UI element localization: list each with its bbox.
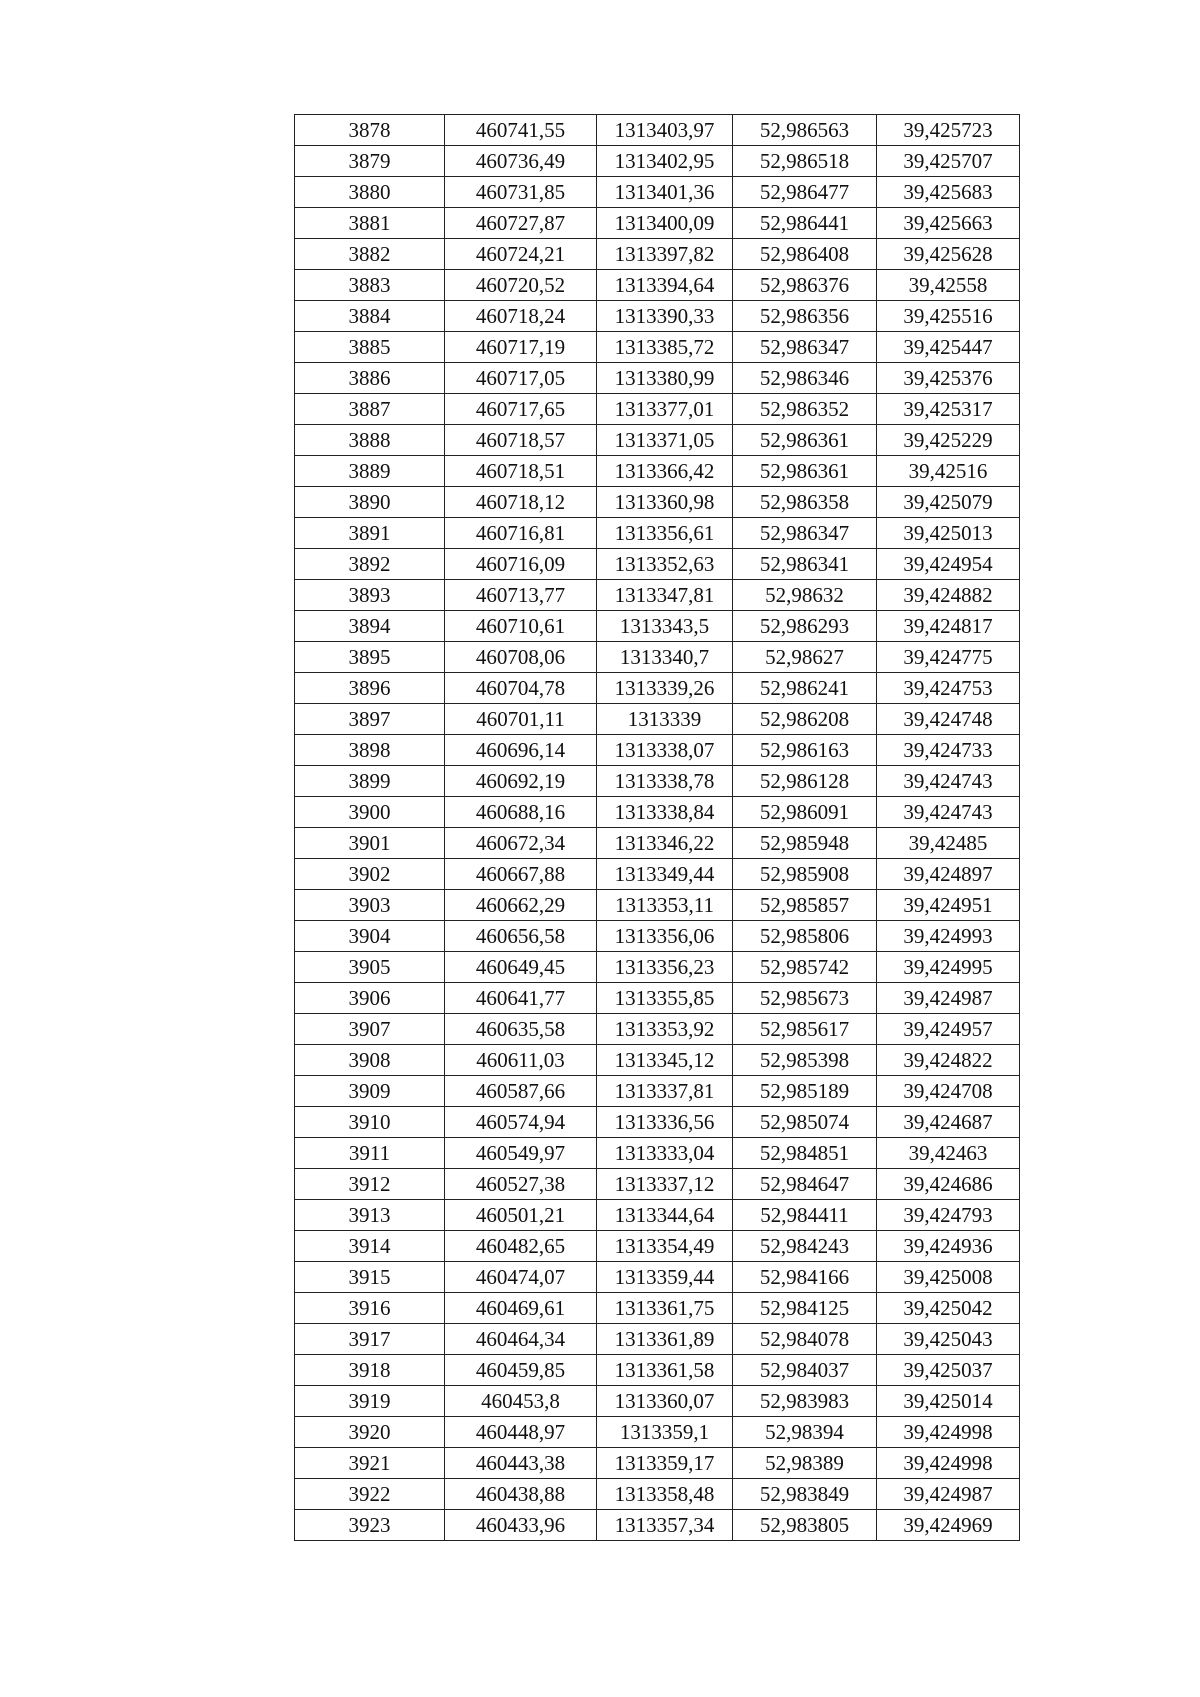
latitude-cell: 52,984411 (733, 1200, 877, 1231)
x-coordinate-cell: 460717,05 (445, 363, 597, 394)
latitude-cell: 52,985617 (733, 1014, 877, 1045)
point-number-cell: 3923 (295, 1510, 445, 1541)
longitude-cell: 39,424998 (877, 1417, 1020, 1448)
longitude-cell: 39,425628 (877, 239, 1020, 270)
latitude-cell: 52,986361 (733, 456, 877, 487)
latitude-cell: 52,985189 (733, 1076, 877, 1107)
y-coordinate-cell: 1313337,81 (597, 1076, 733, 1107)
longitude-cell: 39,424998 (877, 1448, 1020, 1479)
point-number-cell: 3887 (295, 394, 445, 425)
table-row (295, 735, 1020, 766)
point-number-cell: 3910 (295, 1107, 445, 1138)
table-row (295, 766, 1020, 797)
latitude-cell: 52,983983 (733, 1386, 877, 1417)
latitude-cell: 52,985948 (733, 828, 877, 859)
y-coordinate-cell: 1313338,07 (597, 735, 733, 766)
point-number-cell: 3882 (295, 239, 445, 270)
y-coordinate-cell: 1313401,36 (597, 177, 733, 208)
table-row (295, 828, 1020, 859)
y-coordinate-cell: 1313356,61 (597, 518, 733, 549)
x-coordinate-cell: 460718,12 (445, 487, 597, 518)
point-number-cell: 3905 (295, 952, 445, 983)
x-coordinate-cell: 460448,97 (445, 1417, 597, 1448)
point-number-cell: 3898 (295, 735, 445, 766)
longitude-cell: 39,425013 (877, 518, 1020, 549)
x-coordinate-cell: 460667,88 (445, 859, 597, 890)
latitude-cell: 52,983849 (733, 1479, 877, 1510)
table-row (295, 1324, 1020, 1355)
longitude-cell: 39,425042 (877, 1293, 1020, 1324)
longitude-cell: 39,424748 (877, 704, 1020, 735)
table-row (295, 1262, 1020, 1293)
longitude-cell: 39,42463 (877, 1138, 1020, 1169)
longitude-cell: 39,424822 (877, 1045, 1020, 1076)
y-coordinate-cell: 1313352,63 (597, 549, 733, 580)
point-number-cell: 3897 (295, 704, 445, 735)
y-coordinate-cell: 1313349,44 (597, 859, 733, 890)
point-number-cell: 3921 (295, 1448, 445, 1479)
longitude-cell: 39,425008 (877, 1262, 1020, 1293)
x-coordinate-cell: 460482,65 (445, 1231, 597, 1262)
table-row (295, 642, 1020, 673)
y-coordinate-cell: 1313339,26 (597, 673, 733, 704)
table-row (295, 952, 1020, 983)
y-coordinate-cell: 1313380,99 (597, 363, 733, 394)
longitude-cell: 39,424969 (877, 1510, 1020, 1541)
x-coordinate-cell: 460710,61 (445, 611, 597, 642)
table-row (295, 1355, 1020, 1386)
table-row (295, 363, 1020, 394)
point-number-cell: 3912 (295, 1169, 445, 1200)
table-row (295, 208, 1020, 239)
longitude-cell: 39,424687 (877, 1107, 1020, 1138)
latitude-cell: 52,986563 (733, 115, 877, 146)
x-coordinate-cell: 460649,45 (445, 952, 597, 983)
latitude-cell: 52,986408 (733, 239, 877, 270)
table-row (295, 1510, 1020, 1541)
table-row (295, 1448, 1020, 1479)
latitude-cell: 52,985398 (733, 1045, 877, 1076)
longitude-cell: 39,424987 (877, 983, 1020, 1014)
x-coordinate-cell: 460696,14 (445, 735, 597, 766)
latitude-cell: 52,983805 (733, 1510, 877, 1541)
latitude-cell: 52,985857 (733, 890, 877, 921)
table-row (295, 270, 1020, 301)
x-coordinate-cell: 460662,29 (445, 890, 597, 921)
x-coordinate-cell: 460704,78 (445, 673, 597, 704)
point-number-cell: 3913 (295, 1200, 445, 1231)
latitude-cell: 52,986356 (733, 301, 877, 332)
point-number-cell: 3917 (295, 1324, 445, 1355)
longitude-cell: 39,425317 (877, 394, 1020, 425)
latitude-cell: 52,986163 (733, 735, 877, 766)
x-coordinate-cell: 460718,24 (445, 301, 597, 332)
x-coordinate-cell: 460713,77 (445, 580, 597, 611)
point-number-cell: 3878 (295, 115, 445, 146)
x-coordinate-cell: 460727,87 (445, 208, 597, 239)
latitude-cell: 52,986352 (733, 394, 877, 425)
longitude-cell: 39,425683 (877, 177, 1020, 208)
point-number-cell: 3920 (295, 1417, 445, 1448)
latitude-cell: 52,986518 (733, 146, 877, 177)
y-coordinate-cell: 1313361,58 (597, 1355, 733, 1386)
table-row (295, 487, 1020, 518)
latitude-cell: 52,985742 (733, 952, 877, 983)
longitude-cell: 39,425376 (877, 363, 1020, 394)
point-number-cell: 3884 (295, 301, 445, 332)
latitude-cell: 52,986128 (733, 766, 877, 797)
table-row (295, 1479, 1020, 1510)
table-row (295, 301, 1020, 332)
table-row (295, 177, 1020, 208)
y-coordinate-cell: 1313337,12 (597, 1169, 733, 1200)
y-coordinate-cell: 1313360,07 (597, 1386, 733, 1417)
table-row (295, 518, 1020, 549)
y-coordinate-cell: 1313359,1 (597, 1417, 733, 1448)
y-coordinate-cell: 1313385,72 (597, 332, 733, 363)
y-coordinate-cell: 1313354,49 (597, 1231, 733, 1262)
longitude-cell: 39,424936 (877, 1231, 1020, 1262)
latitude-cell: 52,986477 (733, 177, 877, 208)
point-number-cell: 3885 (295, 332, 445, 363)
latitude-cell: 52,986358 (733, 487, 877, 518)
x-coordinate-cell: 460741,55 (445, 115, 597, 146)
x-coordinate-cell: 460736,49 (445, 146, 597, 177)
y-coordinate-cell: 1313355,85 (597, 983, 733, 1014)
y-coordinate-cell: 1313371,05 (597, 425, 733, 456)
point-number-cell: 3896 (295, 673, 445, 704)
point-number-cell: 3908 (295, 1045, 445, 1076)
x-coordinate-cell: 460718,51 (445, 456, 597, 487)
x-coordinate-cell: 460469,61 (445, 1293, 597, 1324)
point-number-cell: 3892 (295, 549, 445, 580)
latitude-cell: 52,985074 (733, 1107, 877, 1138)
x-coordinate-cell: 460688,16 (445, 797, 597, 828)
longitude-cell: 39,424987 (877, 1479, 1020, 1510)
y-coordinate-cell: 1313333,04 (597, 1138, 733, 1169)
y-coordinate-cell: 1313394,64 (597, 270, 733, 301)
table-row (295, 1169, 1020, 1200)
longitude-cell: 39,424882 (877, 580, 1020, 611)
longitude-cell: 39,425447 (877, 332, 1020, 363)
latitude-cell: 52,984078 (733, 1324, 877, 1355)
point-number-cell: 3909 (295, 1076, 445, 1107)
point-number-cell: 3891 (295, 518, 445, 549)
point-number-cell: 3906 (295, 983, 445, 1014)
longitude-cell: 39,42516 (877, 456, 1020, 487)
table-row (295, 673, 1020, 704)
x-coordinate-cell: 460527,38 (445, 1169, 597, 1200)
longitude-cell: 39,424951 (877, 890, 1020, 921)
y-coordinate-cell: 1313361,75 (597, 1293, 733, 1324)
longitude-cell: 39,424743 (877, 766, 1020, 797)
table-row (295, 1014, 1020, 1045)
latitude-cell: 52,984243 (733, 1231, 877, 1262)
x-coordinate-cell: 460731,85 (445, 177, 597, 208)
point-number-cell: 3883 (295, 270, 445, 301)
x-coordinate-cell: 460692,19 (445, 766, 597, 797)
y-coordinate-cell: 1313353,11 (597, 890, 733, 921)
longitude-cell: 39,425079 (877, 487, 1020, 518)
point-number-cell: 3886 (295, 363, 445, 394)
table-row (295, 1045, 1020, 1076)
longitude-cell: 39,425516 (877, 301, 1020, 332)
latitude-cell: 52,985908 (733, 859, 877, 890)
table-row (295, 1293, 1020, 1324)
x-coordinate-cell: 460720,52 (445, 270, 597, 301)
table-row (295, 1231, 1020, 1262)
point-number-cell: 3899 (295, 766, 445, 797)
point-number-cell: 3916 (295, 1293, 445, 1324)
y-coordinate-cell: 1313357,34 (597, 1510, 733, 1541)
longitude-cell: 39,42558 (877, 270, 1020, 301)
table-row (295, 859, 1020, 890)
y-coordinate-cell: 1313345,12 (597, 1045, 733, 1076)
table-row (295, 549, 1020, 580)
x-coordinate-cell: 460656,58 (445, 921, 597, 952)
y-coordinate-cell: 1313360,98 (597, 487, 733, 518)
latitude-cell: 52,986091 (733, 797, 877, 828)
x-coordinate-cell: 460587,66 (445, 1076, 597, 1107)
longitude-cell: 39,42485 (877, 828, 1020, 859)
x-coordinate-cell: 460438,88 (445, 1479, 597, 1510)
y-coordinate-cell: 1313403,97 (597, 115, 733, 146)
y-coordinate-cell: 1313356,23 (597, 952, 733, 983)
y-coordinate-cell: 1313338,78 (597, 766, 733, 797)
latitude-cell: 52,98632 (733, 580, 877, 611)
point-number-cell: 3890 (295, 487, 445, 518)
longitude-cell: 39,425014 (877, 1386, 1020, 1417)
y-coordinate-cell: 1313340,7 (597, 642, 733, 673)
point-number-cell: 3904 (295, 921, 445, 952)
point-number-cell: 3911 (295, 1138, 445, 1169)
table-row (295, 580, 1020, 611)
latitude-cell: 52,986293 (733, 611, 877, 642)
latitude-cell: 52,986346 (733, 363, 877, 394)
y-coordinate-cell: 1313336,56 (597, 1107, 733, 1138)
y-coordinate-cell: 1313339 (597, 704, 733, 735)
latitude-cell: 52,98394 (733, 1417, 877, 1448)
longitude-cell: 39,424775 (877, 642, 1020, 673)
longitude-cell: 39,424708 (877, 1076, 1020, 1107)
point-number-cell: 3901 (295, 828, 445, 859)
latitude-cell: 52,984647 (733, 1169, 877, 1200)
latitude-cell: 52,98389 (733, 1448, 877, 1479)
x-coordinate-cell: 460717,19 (445, 332, 597, 363)
latitude-cell: 52,986208 (733, 704, 877, 735)
x-coordinate-cell: 460718,57 (445, 425, 597, 456)
y-coordinate-cell: 1313359,44 (597, 1262, 733, 1293)
table-row (295, 611, 1020, 642)
point-number-cell: 3879 (295, 146, 445, 177)
y-coordinate-cell: 1313366,42 (597, 456, 733, 487)
table-row (295, 1107, 1020, 1138)
point-number-cell: 3889 (295, 456, 445, 487)
longitude-cell: 39,424733 (877, 735, 1020, 766)
x-coordinate-cell: 460701,11 (445, 704, 597, 735)
point-number-cell: 3881 (295, 208, 445, 239)
longitude-cell: 39,424743 (877, 797, 1020, 828)
point-number-cell: 3900 (295, 797, 445, 828)
x-coordinate-cell: 460443,38 (445, 1448, 597, 1479)
table-row (295, 1076, 1020, 1107)
latitude-cell: 52,986441 (733, 208, 877, 239)
table-row (295, 704, 1020, 735)
x-coordinate-cell: 460716,81 (445, 518, 597, 549)
longitude-cell: 39,424954 (877, 549, 1020, 580)
point-number-cell: 3893 (295, 580, 445, 611)
x-coordinate-cell: 460635,58 (445, 1014, 597, 1045)
longitude-cell: 39,424817 (877, 611, 1020, 642)
y-coordinate-cell: 1313353,92 (597, 1014, 733, 1045)
longitude-cell: 39,425707 (877, 146, 1020, 177)
point-number-cell: 3895 (295, 642, 445, 673)
point-number-cell: 3894 (295, 611, 445, 642)
x-coordinate-cell: 460641,77 (445, 983, 597, 1014)
point-number-cell: 3918 (295, 1355, 445, 1386)
x-coordinate-cell: 460724,21 (445, 239, 597, 270)
latitude-cell: 52,98627 (733, 642, 877, 673)
x-coordinate-cell: 460611,03 (445, 1045, 597, 1076)
y-coordinate-cell: 1313338,84 (597, 797, 733, 828)
table-row (295, 332, 1020, 363)
y-coordinate-cell: 1313402,95 (597, 146, 733, 177)
x-coordinate-cell: 460716,09 (445, 549, 597, 580)
y-coordinate-cell: 1313347,81 (597, 580, 733, 611)
x-coordinate-cell: 460433,96 (445, 1510, 597, 1541)
latitude-cell: 52,984166 (733, 1262, 877, 1293)
table-row (295, 1200, 1020, 1231)
coordinates-table-body (295, 115, 1020, 1541)
x-coordinate-cell: 460453,8 (445, 1386, 597, 1417)
longitude-cell: 39,424686 (877, 1169, 1020, 1200)
latitude-cell: 52,984851 (733, 1138, 877, 1169)
longitude-cell: 39,424957 (877, 1014, 1020, 1045)
longitude-cell: 39,425037 (877, 1355, 1020, 1386)
y-coordinate-cell: 1313356,06 (597, 921, 733, 952)
longitude-cell: 39,424753 (877, 673, 1020, 704)
latitude-cell: 52,986347 (733, 332, 877, 363)
y-coordinate-cell: 1313358,48 (597, 1479, 733, 1510)
point-number-cell: 3888 (295, 425, 445, 456)
point-number-cell: 3907 (295, 1014, 445, 1045)
coordinates-table (294, 114, 1020, 1541)
latitude-cell: 52,986347 (733, 518, 877, 549)
x-coordinate-cell: 460501,21 (445, 1200, 597, 1231)
latitude-cell: 52,986376 (733, 270, 877, 301)
longitude-cell: 39,425663 (877, 208, 1020, 239)
table-row (295, 1417, 1020, 1448)
x-coordinate-cell: 460474,07 (445, 1262, 597, 1293)
longitude-cell: 39,424897 (877, 859, 1020, 890)
longitude-cell: 39,424993 (877, 921, 1020, 952)
x-coordinate-cell: 460459,85 (445, 1355, 597, 1386)
table-row (295, 239, 1020, 270)
table-row (295, 425, 1020, 456)
table-row (295, 146, 1020, 177)
point-number-cell: 3903 (295, 890, 445, 921)
table-row (295, 983, 1020, 1014)
longitude-cell: 39,425723 (877, 115, 1020, 146)
y-coordinate-cell: 1313400,09 (597, 208, 733, 239)
x-coordinate-cell: 460708,06 (445, 642, 597, 673)
x-coordinate-cell: 460672,34 (445, 828, 597, 859)
table-row (295, 1138, 1020, 1169)
table-row (295, 115, 1020, 146)
longitude-cell: 39,425229 (877, 425, 1020, 456)
latitude-cell: 52,984037 (733, 1355, 877, 1386)
latitude-cell: 52,985806 (733, 921, 877, 952)
latitude-cell: 52,986361 (733, 425, 877, 456)
y-coordinate-cell: 1313343,5 (597, 611, 733, 642)
latitude-cell: 52,984125 (733, 1293, 877, 1324)
table-row (295, 890, 1020, 921)
longitude-cell: 39,424995 (877, 952, 1020, 983)
table-row (295, 456, 1020, 487)
point-number-cell: 3919 (295, 1386, 445, 1417)
point-number-cell: 3880 (295, 177, 445, 208)
y-coordinate-cell: 1313397,82 (597, 239, 733, 270)
x-coordinate-cell: 460464,34 (445, 1324, 597, 1355)
longitude-cell: 39,424793 (877, 1200, 1020, 1231)
table-row (295, 394, 1020, 425)
point-number-cell: 3922 (295, 1479, 445, 1510)
latitude-cell: 52,986241 (733, 673, 877, 704)
point-number-cell: 3902 (295, 859, 445, 890)
table-row (295, 921, 1020, 952)
latitude-cell: 52,985673 (733, 983, 877, 1014)
table-row (295, 1386, 1020, 1417)
y-coordinate-cell: 1313346,22 (597, 828, 733, 859)
x-coordinate-cell: 460717,65 (445, 394, 597, 425)
y-coordinate-cell: 1313390,33 (597, 301, 733, 332)
table-row (295, 797, 1020, 828)
x-coordinate-cell: 460549,97 (445, 1138, 597, 1169)
y-coordinate-cell: 1313359,17 (597, 1448, 733, 1479)
y-coordinate-cell: 1313377,01 (597, 394, 733, 425)
longitude-cell: 39,425043 (877, 1324, 1020, 1355)
y-coordinate-cell: 1313361,89 (597, 1324, 733, 1355)
latitude-cell: 52,986341 (733, 549, 877, 580)
point-number-cell: 3914 (295, 1231, 445, 1262)
y-coordinate-cell: 1313344,64 (597, 1200, 733, 1231)
point-number-cell: 3915 (295, 1262, 445, 1293)
x-coordinate-cell: 460574,94 (445, 1107, 597, 1138)
